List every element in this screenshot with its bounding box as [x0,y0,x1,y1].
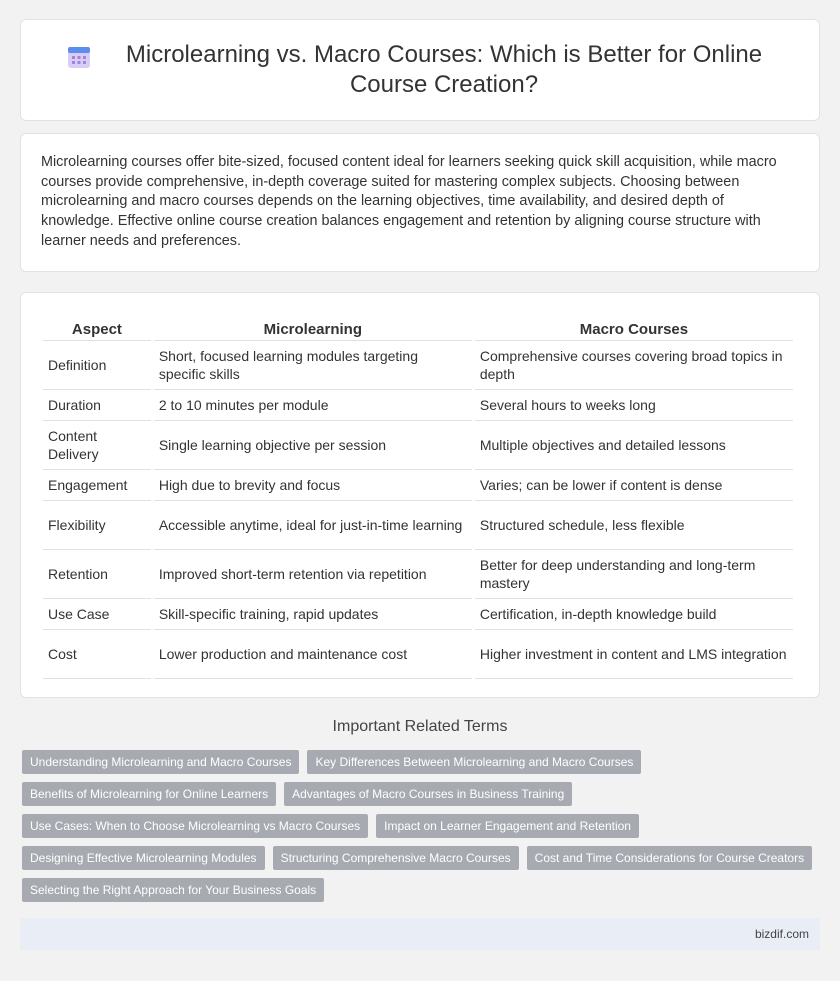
intro-paragraph: Microlearning courses offer bite-sized, focused content ideal for learners seeking quick skill acquisition, while macro courses provide comprehensive, in-depth coverage suited for mastering complex subjects. Choosing between microlearning and macro courses depends on the learning objectives, time availability, and desired depth of knowledge. Effective online course creation balances engagement and retention by aligning course structure with learner needs and preferences. [41,154,777,249]
table-row [43,421,793,470]
row-aspect: Cost [43,630,151,679]
page-title: Microlearning vs. Macro Courses: Which is Better for Online Course Creation? [125,41,763,98]
related-terms-tags [22,750,822,910]
related-tag[interactable]: Impact on Learner Engagement and Retention [376,814,639,838]
comparison-card [20,292,820,698]
table-row [43,630,793,679]
header-card [20,19,820,121]
table-header-row [43,313,793,341]
row-aspect: Duration [43,390,151,421]
row-macro: Structured schedule, less flexible [475,501,793,550]
related-tag[interactable]: Advantages of Macro Courses in Business Training [284,782,572,806]
header-macro-courses: Macro Courses [475,313,793,341]
related-tag[interactable]: Use Cases: When to Choose Microlearning vs Macro Courses [22,814,368,838]
header-aspect: Aspect [43,313,151,341]
row-microlearning: Single learning objective per session [154,421,472,470]
row-macro: Higher investment in content and LMS integration [475,630,793,679]
row-macro: Multiple objectives and detailed lessons [475,421,793,470]
row-microlearning: Improved short-term retention via repetition [154,550,472,599]
related-tag[interactable]: Designing Effective Microlearning Modules [22,846,265,870]
row-aspect: Use Case [43,599,151,630]
table-row [43,470,793,501]
row-microlearning: 2 to 10 minutes per module [154,390,472,421]
table-row [43,599,793,630]
row-macro: Several hours to weeks long [475,390,793,421]
table-row [43,550,793,599]
intro-card [20,133,820,272]
related-tag[interactable]: Understanding Microlearning and Macro Courses [22,750,299,774]
row-macro: Certification, in-depth knowledge build [475,599,793,630]
row-microlearning: Lower production and maintenance cost [154,630,472,679]
row-microlearning: Skill-specific training, rapid updates [154,599,472,630]
row-aspect: Flexibility [43,501,151,550]
related-tag[interactable]: Key Differences Between Microlearning and Macro Courses [307,750,641,774]
row-macro: Varies; can be lower if content is dense [475,470,793,501]
calendar-icon [66,44,92,70]
table-row [43,390,793,421]
related-tag[interactable]: Cost and Time Considerations for Course Creators [527,846,812,870]
footer-site-link[interactable]: bizdif.com [754,927,809,941]
row-macro: Comprehensive courses covering broad topics in depth [475,341,793,390]
row-aspect: Definition [43,341,151,390]
row-aspect: Engagement [43,470,151,501]
comparison-table [40,313,796,679]
header-microlearning: Microlearning [154,313,472,341]
related-terms-title: Important Related Terms [332,718,508,735]
related-tag[interactable]: Selecting the Right Approach for Your Business Goals [22,878,324,902]
row-aspect: Retention [43,550,151,599]
row-microlearning: Accessible anytime, ideal for just-in-time learning [154,501,472,550]
related-tag[interactable]: Benefits of Microlearning for Online Learners [22,782,276,806]
row-microlearning: Short, focused learning modules targeting specific skills [154,341,472,390]
row-microlearning: High due to brevity and focus [154,470,472,501]
table-row [43,341,793,390]
table-row [43,501,793,550]
footer [20,918,820,950]
row-aspect: Content Delivery [43,421,151,470]
row-macro: Better for deep understanding and long-term mastery [475,550,793,599]
related-tag[interactable]: Structuring Comprehensive Macro Courses [273,846,519,870]
